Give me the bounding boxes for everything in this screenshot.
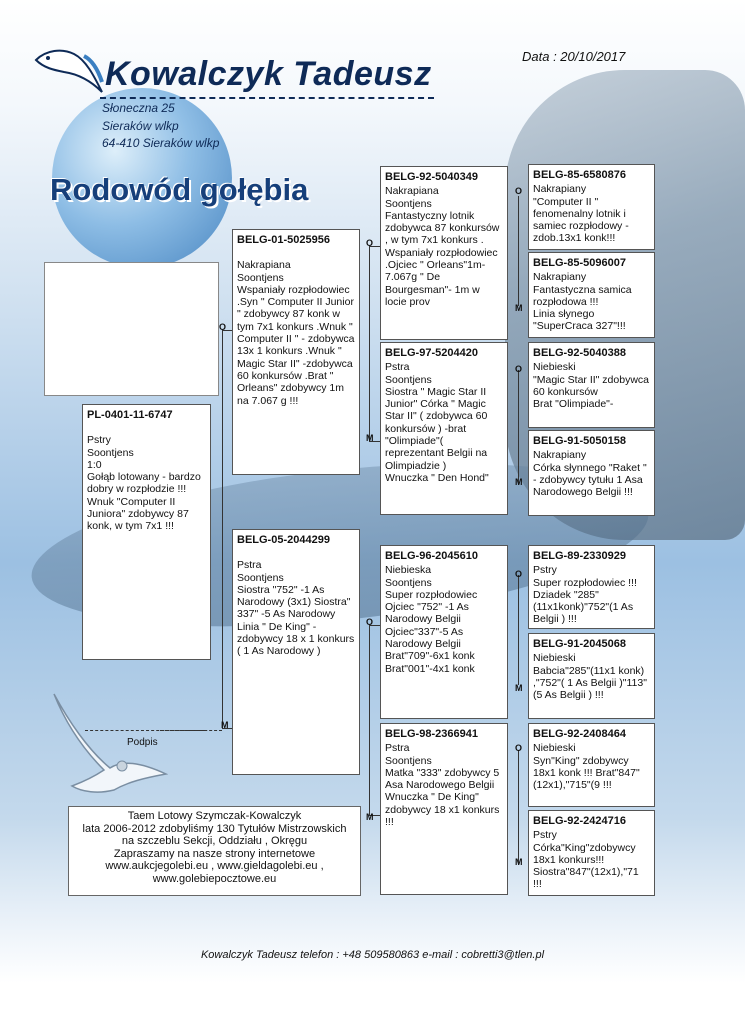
team-line-3: na szczeblu Sekcji, Oddziału , Okręgu xyxy=(121,835,308,847)
pigeon-card-fmm xyxy=(528,430,655,516)
label-mm-m: M xyxy=(366,812,374,822)
ring-number: BELG-92-5040349 xyxy=(385,171,478,183)
pigeon-breed: Soontjens xyxy=(87,446,134,459)
pigeon-description: Gołąb lotowany - bardzo dobry w rozpłodzie !!! Wnuk "Computer II Juniora" zdobywcy 87 konk, w tym 7x1 !!! xyxy=(87,471,201,533)
pigeon-color: Niebieska xyxy=(385,564,432,577)
label-ff-o: O xyxy=(366,238,374,248)
pigeon-color: Niebieski xyxy=(533,652,576,665)
pigeon-color: Niebieski xyxy=(533,361,576,374)
pigeon-card-mmf xyxy=(528,723,655,807)
pigeon-description-2: Wnuczka " Den Hond" xyxy=(385,471,489,484)
label-mother-m: M xyxy=(221,720,229,730)
pigeon-card-fm xyxy=(380,342,508,515)
pigeon-description: Córka słynnego "Raket " - zdobywcy tytułu 1 Asa Narodowego Belgii !!! xyxy=(533,461,647,499)
pigeon-card-mff xyxy=(528,545,655,629)
label-mf-o: O xyxy=(366,617,374,627)
pigeon-description: "Magic Star II" zdobywca 60 konkursów xyxy=(533,373,649,398)
pigeon-description-2: Linia " De King" - zdobywcy 18 x 1 konkurs ( 1 As Narodowy ) xyxy=(237,620,355,658)
address-street: Słoneczna 25 xyxy=(102,101,175,115)
connector-gen1 xyxy=(222,330,223,728)
brand-underline xyxy=(100,97,434,99)
team-line-5: www.aukcjegolebi.eu , www.gieldagolebi.eu , xyxy=(105,860,324,872)
pigeon-description: Wspaniały rozpłodowiec .Syn " Computer II Junior " zdobywcy 87 konk w tym 7x1 konkurs .Wnuk " Computer II " - zdobywca 13x 1 konkurs .Wnuk " Magic Star II" -zdobywca 60 konkursów .Brat " Orleans" zdobywcy 1m na 7.067 g !!! xyxy=(237,283,355,407)
label-mmf-o: O xyxy=(515,743,523,753)
pigeon-description-2: Wspaniały rozpłodowiec .Ojciec " Orleans"1m-7.067g " De Bourgesman"- 1m w locie prov xyxy=(385,246,498,308)
ring-number: BELG-85-5096007 xyxy=(533,257,626,269)
label-father-o: O xyxy=(219,322,227,332)
pigeon-card-mfm xyxy=(528,633,655,719)
pigeon-breed: Soontjens xyxy=(385,373,432,386)
pigeon-description-2: Linia słynego "SuperCraca 327"!!! xyxy=(533,308,626,333)
pigeon-description-2: Brat "Olimpiade"- xyxy=(533,398,614,411)
pigeon-description: Fantastyczny lotnik zdobywca 87 konkursów , w tym 7x1 konkurs . xyxy=(385,209,500,247)
connector-gen3-ff xyxy=(518,196,519,306)
ring-number: BELG-91-5050158 xyxy=(533,435,626,447)
pigeon-color: Nakrapiana xyxy=(237,259,291,272)
ring-number: BELG-98-2366941 xyxy=(385,728,478,740)
pigeon-description: Siostra "752" -1 As Narodowy (3x1) Siostra" 337" -5 As Narodowy xyxy=(237,583,351,621)
connector-gen2-mother xyxy=(369,625,370,815)
pigeon-breed: Soontjens xyxy=(385,754,432,767)
pigeon-color: Nakrapiany xyxy=(533,183,587,196)
pigeon-color: Pstra xyxy=(385,361,410,374)
pigeon-card-fff xyxy=(528,164,655,250)
signature-line xyxy=(85,730,205,731)
pigeon-card-mm xyxy=(380,723,508,895)
pigeon-card-mf xyxy=(380,545,508,719)
ring-number: BELG-92-2408464 xyxy=(533,728,626,740)
pigeon-description: Siostra " Magic Star II Junior" Córka " Magic Star II" ( zdobywca 60 konkursów ) -brat "Olimpiade"( reprezentant Belgii na Olimpiadzie ) xyxy=(385,385,488,472)
connector-gen3-mm xyxy=(518,750,519,865)
team-line-2: lata 2006-2012 zdobyliśmy 130 Tytułów Mistrzowskich xyxy=(82,822,347,835)
pigeon-sex: 1:0 xyxy=(87,458,102,471)
label-fm-m: M xyxy=(366,433,374,443)
pigeon-color: Nakrapiana xyxy=(385,185,439,198)
address-postal: 64-410 Sieraków wlkp xyxy=(102,136,220,150)
connector-gen3-mf xyxy=(518,575,519,685)
pigeon-color: Pstry xyxy=(533,564,557,577)
pigeon-color: Pstry xyxy=(87,434,111,447)
ring-number: BELG-92-5040388 xyxy=(533,347,626,359)
pigeon-card-mother xyxy=(232,529,360,775)
ring-number: PL-0401-11-6747 xyxy=(87,409,173,421)
label-fmf-o: O xyxy=(515,364,523,374)
ring-number: BELG-92-2424716 xyxy=(533,815,626,827)
ring-number: BELG-85-6580876 xyxy=(533,169,626,181)
pigeon-color: Pstry xyxy=(533,829,557,842)
pigeon-description: Fantastyczna samica rozpłodowa !!! xyxy=(533,283,632,308)
label-fff-o: O xyxy=(515,186,523,196)
pigeon-description: Matka "333" zdobywcy 5 Asa Narodowego Belgii xyxy=(385,766,500,792)
connector-gen2-father xyxy=(369,246,370,441)
pigeon-description: Córka"King"zdobywcy 18x1 konkurs!!! Siostra"847"(12x1),"71 !!! xyxy=(533,841,639,891)
team-line-1: Taem Lotowy Szymczak-Kowalczyk xyxy=(127,810,302,822)
page-title: Rodowód gołębia xyxy=(50,172,309,207)
document-date: Data : 20/10/2017 xyxy=(522,49,626,64)
team-line-4: Zapraszamy na nasze strony internetowe xyxy=(113,847,316,860)
ring-number: BELG-89-2330929 xyxy=(533,550,626,562)
pigeon-color: Nakrapiany xyxy=(533,449,587,462)
ring-number: BELG-05-2044299 xyxy=(237,534,330,546)
pigeon-card-father xyxy=(232,229,360,475)
pigeon-description: Syn"King" zdobywcy 18x1 konk !!! Brat"847"(12x1),"715"(9 !!! xyxy=(533,754,640,792)
pigeon-color: Pstra xyxy=(385,742,410,755)
team-info-box xyxy=(68,806,361,896)
label-fmm-m: M xyxy=(515,477,523,487)
pigeon-color: Nakrapiany xyxy=(533,271,587,284)
pigeon-card-ffm xyxy=(528,252,655,338)
pigeon-card-subject xyxy=(82,404,211,660)
label-mff-o: O xyxy=(515,569,523,579)
bird-logo-icon xyxy=(34,46,104,98)
pigeon-description-2: Wnuczka " De King" zdobywcy 18 x1 konkurs !!! xyxy=(385,791,500,829)
label-mfm-m: M xyxy=(515,683,523,693)
label-mmm-m: M xyxy=(515,857,523,867)
pigeon-card-fmf xyxy=(528,342,655,428)
pigeon-photo-placeholder xyxy=(44,262,219,396)
pigeon-description: Super rozpłodowiec Ojciec "752" -1 As Narodowy Belgii Ojciec"337"-5 As Narodowy Belgii Brat"709"-6x1 konk Brat"001"-4x1 konk xyxy=(385,588,478,675)
pigeon-color: Pstra xyxy=(237,559,262,572)
ring-number: BELG-91-2045068 xyxy=(533,638,626,650)
pigeon-breed: Soontjens xyxy=(237,571,284,584)
label-ffm-m: M xyxy=(515,303,523,313)
pigeon-card-mmm xyxy=(528,810,655,896)
address-city: Sieraków wlkp xyxy=(102,119,179,133)
pigeon-description: Super rozpłodowiec !!! Dziadek "285" (11x1konk)"752"(1 As Belgii ) !!! xyxy=(533,576,637,626)
pigeon-description: "Computer II " fenomenalny lotnik i samiec rozpłodowy - zdob.13x1 konk!!! xyxy=(533,195,629,245)
signature-label: Podpis xyxy=(127,737,158,748)
pigeon-color: Niebieski xyxy=(533,742,576,755)
pigeon-description: Babcia"285"(11x1 konk) ,"752"( 1 As Belgii )"113"(5 As Belgii ) !!! xyxy=(533,664,647,702)
team-line-6: www.golebiepocztowe.eu xyxy=(152,872,277,885)
brand-name: Kowalczyk Tadeusz xyxy=(105,55,432,93)
pigeon-breed: Soontjens xyxy=(385,576,432,589)
pigeon-card-ff xyxy=(380,166,508,340)
pigeon-breed: Soontjens xyxy=(385,197,432,210)
pigeon-breed: Soontjens xyxy=(237,271,284,284)
ring-number: BELG-97-5204420 xyxy=(385,347,478,359)
connector-gen3-fm xyxy=(518,370,519,485)
contact-line: Kowalczyk Tadeusz telefon : +48 509580863 e-mail : cobretti3@tlen.pl xyxy=(200,949,545,961)
ring-number: BELG-96-2045610 xyxy=(385,550,478,562)
ring-number: BELG-01-5025956 xyxy=(237,234,330,246)
